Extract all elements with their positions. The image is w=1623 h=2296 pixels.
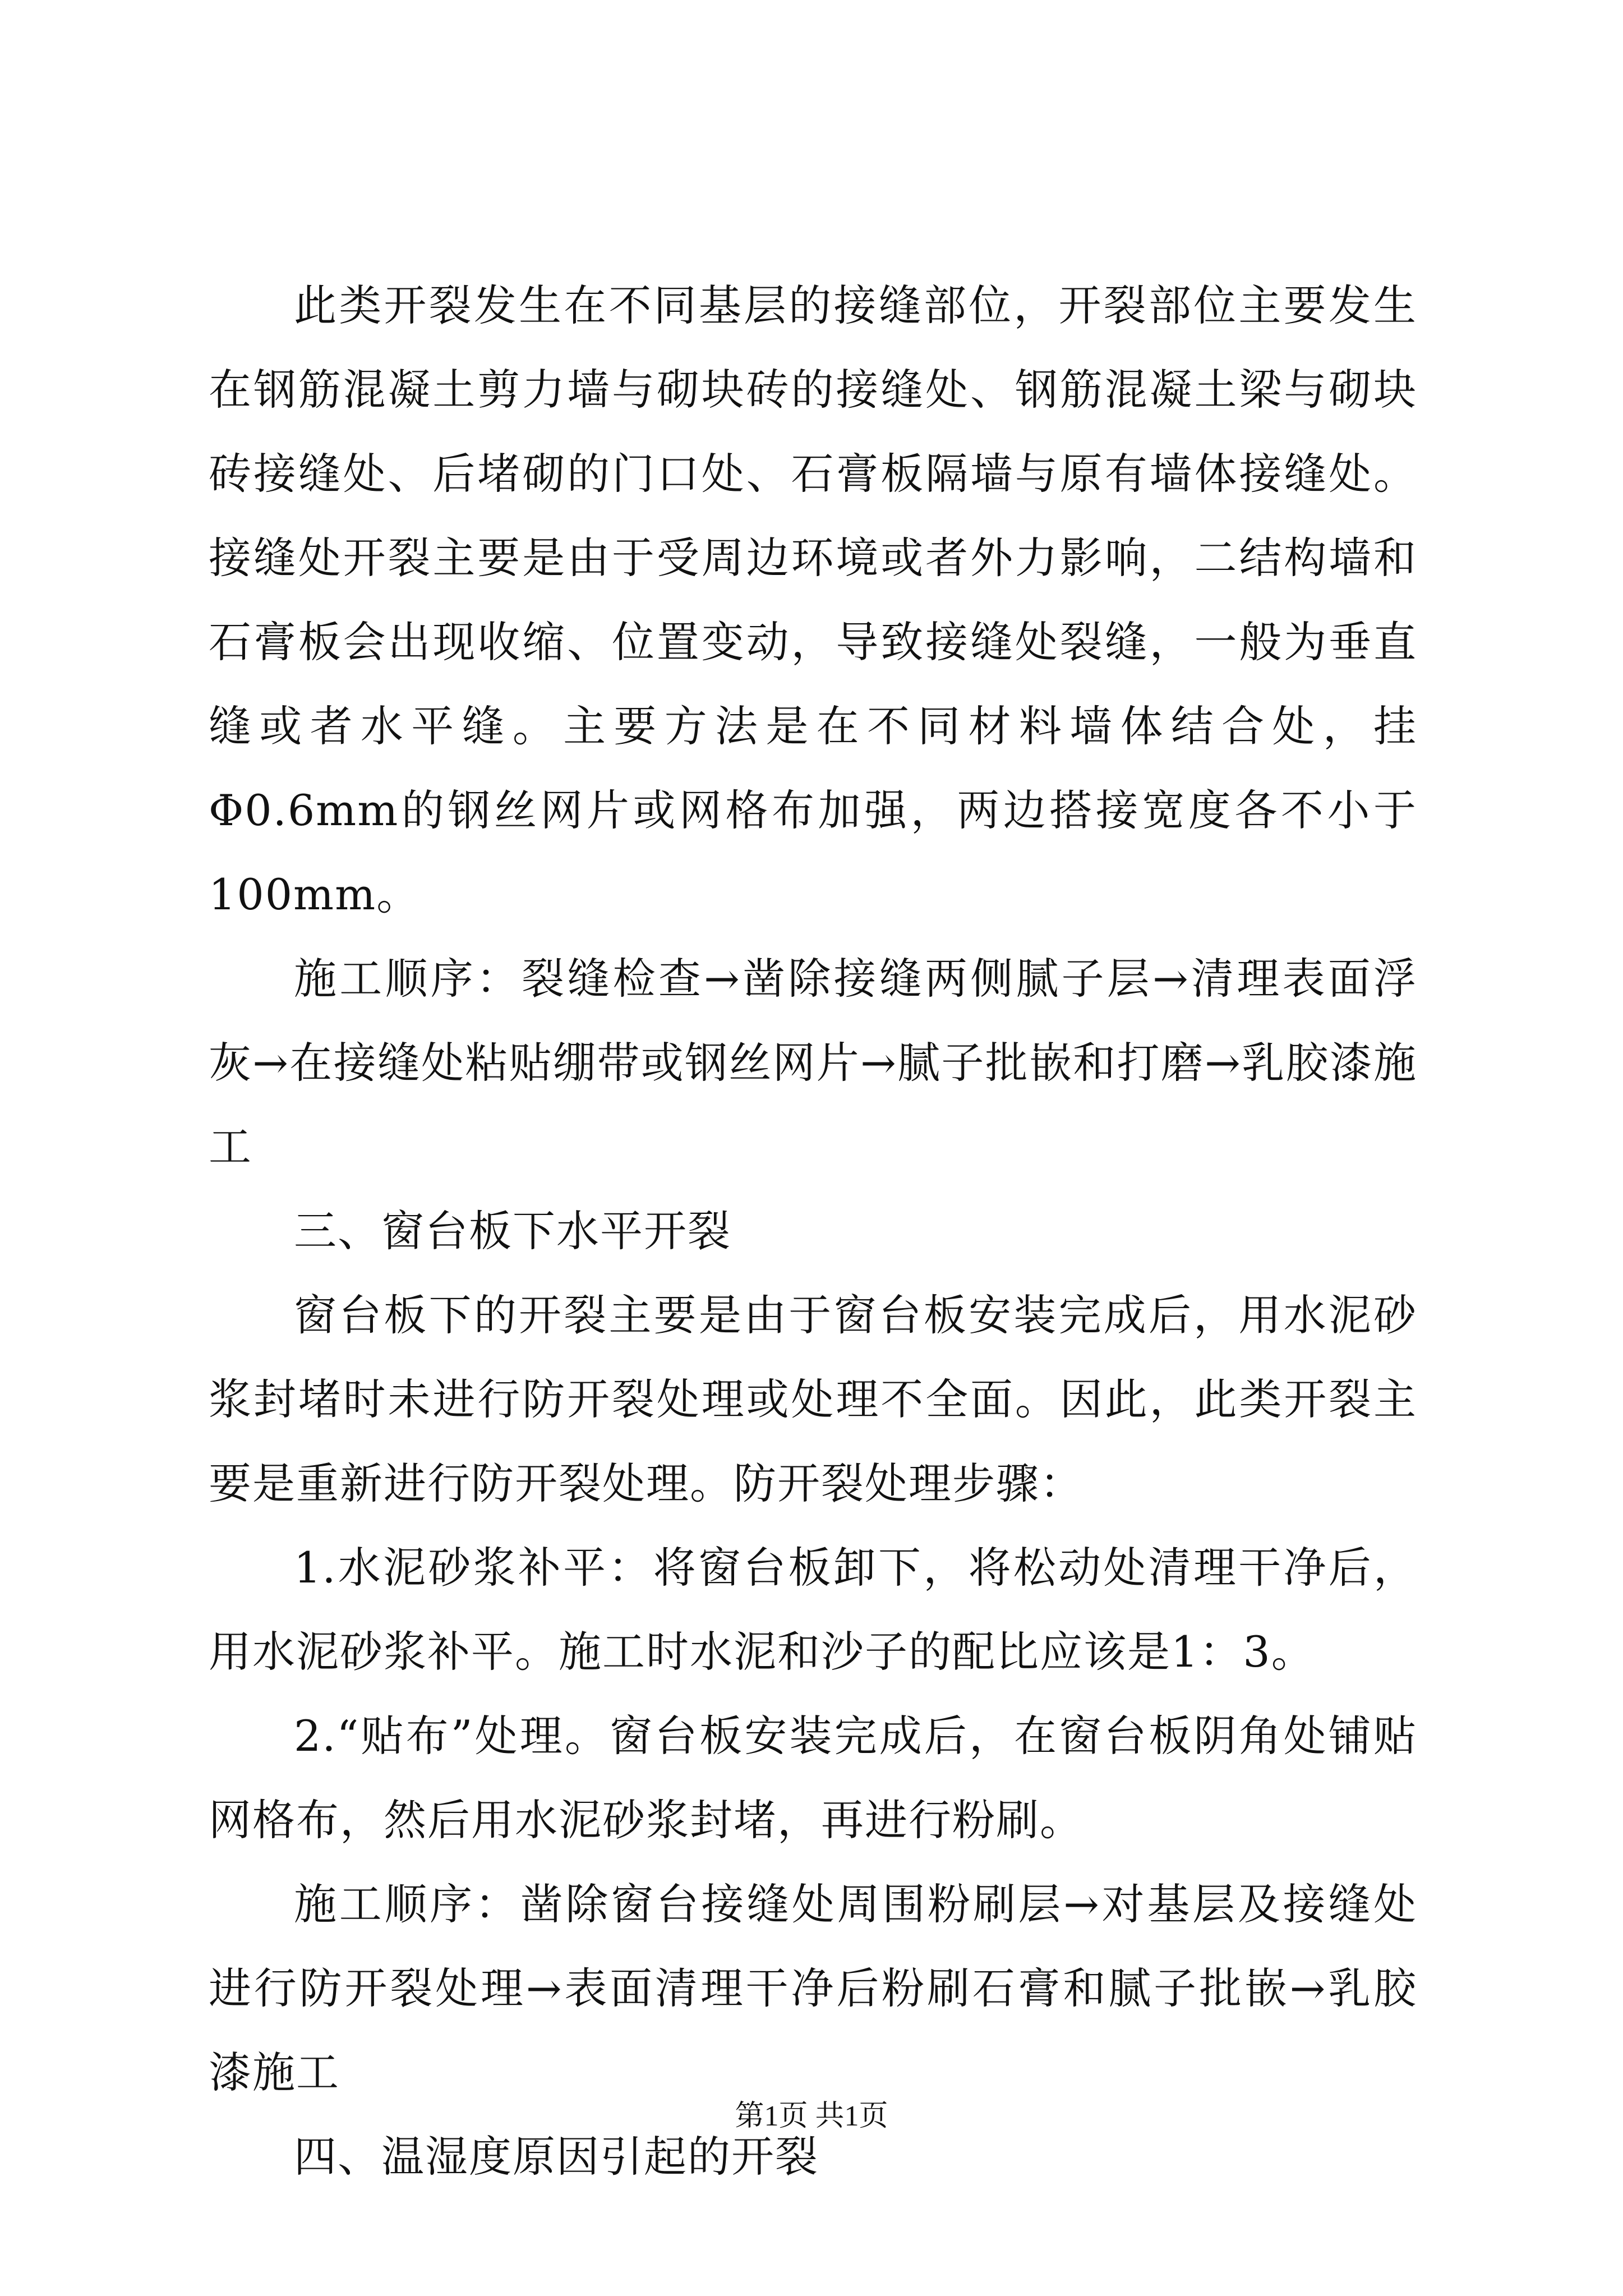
paragraph-construction-sequence-1: 施工顺序：裂缝检查→凿除接缝两侧腻子层→清理表面浮灰→在接缝处粘贴绷带或钢丝网片→腻子批嵌和打磨→乳胶漆施工 [209,954,1417,1172]
page-footer: 第1页 共1页 [735,2100,888,2132]
paragraph-seam-cracking: 此类开裂发生在不同基层的接缝部位，开裂部位主要发生在钢筋混凝土剪力墙与砌块砖的接缝处、钢筋混凝土梁与砌块砖接缝处、后堵砌的门口处、石膏板隔墙与原有墙体接缝处。接缝处开裂主要是由于受周边环境或者外力影响，二结构墙和石膏板会出现收缩、位置变动，导致接缝处裂缝，一般为垂直缝或者水平缝。主要方法是在不同材料墙体结合处，挂Φ0.6mm的钢丝网片或网格布加强，两边搭接宽度各不小于100mm。 [209,280,1417,919]
paragraph-step-1: 1.水泥砂浆补平：将窗台板卸下，将松动处清理干净后，用水泥砂浆补平。施工时水泥和沙子的配比应该是1：3。 [209,1543,1417,1677]
section-heading-3: 三、窗台板下水平开裂 [294,1206,731,1256]
paragraph-construction-sequence-2: 施工顺序：凿除窗台接缝处周围粉刷层→对基层及接缝处进行防开裂处理→表面清理干净后粉刷石膏和腻子批嵌→乳胶漆施工 [209,1879,1417,2097]
paragraph-step-2: 2.“贴布”处理。窗台板安装完成后，在窗台板阴角处铺贴网格布，然后用水泥砂浆封堵，再进行粉刷。 [209,1711,1417,1845]
section-heading-4: 四、温湿度原因引起的开裂 [294,2132,819,2182]
paragraph-windowsill-cracking: 窗台板下的开裂主要是由于窗台板安装完成后，用水泥砂浆封堵时未进行防开裂处理或处理不全面。因此，此类开裂主要是重新进行防开裂处理。防开裂处理步骤： [209,1290,1417,1508]
document-body [209,264,1417,2199]
